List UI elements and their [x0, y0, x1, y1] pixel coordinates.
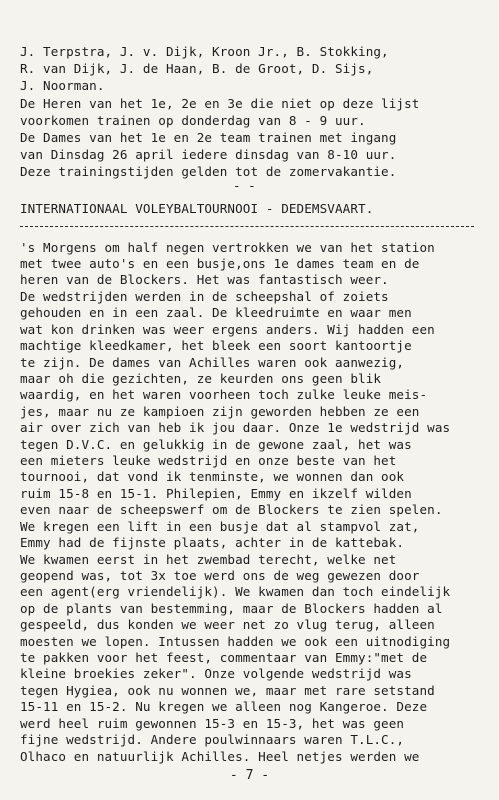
- text-line: een mieters leuke wedstrijd en onze beste van het: [20, 453, 397, 468]
- text-line: kleine broekies zeker". Onze volgende wedstrijd was: [20, 666, 412, 681]
- article-title: INTERNATIONAAL VOLEYBALTOURNOOI - DEDEMSVAART.: [20, 201, 374, 216]
- text-line: 's Morgens om half negen vertrokken we van het station: [20, 240, 435, 255]
- text-line: maar oh die gezichten, ze keurden ons geen blik: [20, 371, 382, 386]
- text-line: jes, maar nu ze kampioen zijn geworden hebben ze een: [20, 404, 420, 419]
- text-line: tournooi, dat vond ik tenminste, we wonnen dan ook: [20, 469, 405, 484]
- text-line: Deze trainingstijden gelden tot de zomervakantie.: [20, 164, 397, 179]
- text-line: een agent(erg vriendelijk). We kwamen dan toch eindelijk: [20, 584, 451, 599]
- text-line: ruim 15-8 en 15-1. Philepien, Emmy en ikzelf wilden: [20, 486, 412, 501]
- text-line: gehouden en in een zaal. De kleedruimte en waar men: [20, 305, 412, 320]
- text-line: fijne wedstrijd. Andere poulwinnaars waren T.L.C.,: [20, 732, 405, 747]
- text-line: te zijn. De dames van Achilles waren ook aanwezig,: [20, 355, 405, 370]
- page-number: - 7 -: [229, 768, 270, 783]
- text-line: De wedstrijden werden in de scheepshal of zoiets: [20, 289, 389, 304]
- text-line: Olhaco en natuurlijk Achilles. Heel netjes werden we: [20, 749, 420, 764]
- text-line: air over zich van heb ik jou daar. Onze 1e wedstrijd was: [20, 420, 451, 435]
- text-line: R. van Dijk, J. de Haan, B. de Groot, D. Sijs,: [20, 61, 374, 76]
- text-line: wat kon drinken was weer ergens anders. Wij hadden een: [20, 322, 435, 337]
- text-line: op de plants van bestemming, maar de Blockers hadden al: [20, 601, 443, 616]
- text-line: De Heren van het 1e, 2e en 3e die niet op deze lijst: [20, 96, 420, 111]
- text-line: moesten we lopen. Intussen hadden we ook een uitnodiging: [20, 634, 451, 649]
- text-line: even naar de scheepswerf om de Blockers te zien spelen.: [20, 502, 443, 517]
- separator: - -: [233, 178, 256, 193]
- text-line: tegen Hygiea, ook nu wonnen we, maar met rare setstand: [20, 683, 435, 698]
- text-line: gespeeld, dus konden we weer net zo vlug terug, alleen: [20, 617, 435, 632]
- text-line: We kregen een lift in een busje dat al stampvol zat,: [20, 519, 420, 534]
- text-line: geopend was, tot 3x toe werd ons de weg gewezen door: [20, 568, 420, 583]
- text-line: voorkomen trainen op donderdag van 8 - 9 uur.: [20, 113, 366, 128]
- text-line: heren van de Blockers. Het was fantastisch weer.: [20, 272, 389, 287]
- text-line: machtige kleedkamer, het bleek een soort kantoortje: [20, 338, 412, 353]
- text-line: tegen D.V.C. en gelukkig in de gewone zaal, het was: [20, 437, 412, 452]
- text-line: werd heel ruim gewonnen 15-3 en 15-3, het was geen: [20, 716, 405, 731]
- text-line: J. Terpstra, J. v. Dijk, Kroon Jr., B. Stokking,: [20, 44, 389, 59]
- text-line: Emmy had de fijnste plaats, achter in de kattebak.: [20, 535, 405, 550]
- text-line: 15-11 en 15-2. Nu kregen we alleen nog Kangeroe. Deze: [20, 699, 428, 714]
- text-line: te pakken voor het feest, commentaar van Emmy:"met de: [20, 650, 428, 665]
- text-line: J. Noorman.: [20, 78, 105, 93]
- text-line: met twee auto's en een busje,ons 1e dames team en de: [20, 256, 420, 271]
- text-line: van Dinsdag 26 april iedere dinsdag van 8-10 uur.: [20, 147, 397, 162]
- title-underline: [20, 226, 474, 227]
- text-line: We kwamen eerst in het zwembad terecht, welke net: [20, 552, 397, 567]
- text-line: De Dames van het 1e en 2e team trainen met ingang: [20, 130, 397, 145]
- text-line: waardig, en het waren voorheen toch zulke leuke meis-: [20, 387, 428, 402]
